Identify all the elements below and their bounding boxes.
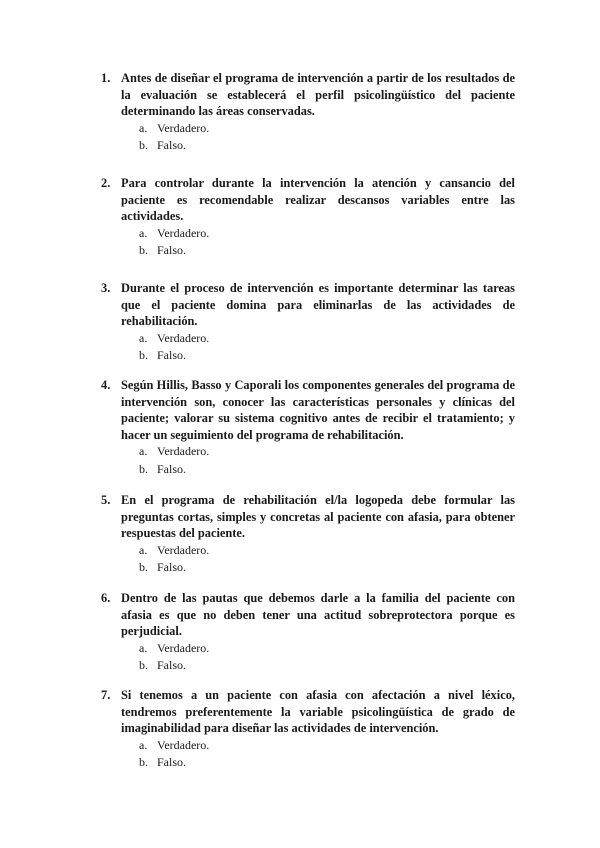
answer-options — [139, 737, 515, 772]
option-letter: b. — [139, 348, 148, 362]
answer-options — [139, 640, 515, 675]
question-text: Durante el proceso de intervención es importante determinar las tareas que el paciente domina para eliminarlas de las actividades de rehabilitación. — [121, 281, 515, 328]
answer-option-a — [139, 225, 515, 243]
answer-options — [139, 120, 515, 155]
option-text: Falso. — [157, 243, 187, 257]
answer-option-b — [139, 657, 515, 675]
option-letter: a. — [139, 640, 148, 655]
answer-option-b — [139, 461, 515, 479]
question-5 — [101, 492, 515, 577]
option-text: Falso. — [157, 560, 187, 574]
option-text: Verdadero. — [157, 444, 210, 458]
answer-option-a — [139, 443, 515, 461]
option-text: Falso. — [157, 348, 187, 362]
option-letter: a. — [139, 542, 148, 557]
answer-option-b — [139, 754, 515, 772]
answer-option-b — [139, 559, 515, 577]
answer-options — [139, 443, 515, 478]
question-text: En el programa de rehabilitación el/la logopeda debe formular las preguntas cortas, simples y concretas al paciente con afasia, para obtener respuestas del paciente. — [121, 493, 515, 540]
option-text: Verdadero. — [157, 737, 210, 752]
answer-option-a — [139, 330, 515, 348]
option-text: Falso. — [157, 461, 187, 476]
option-letter: a. — [139, 225, 148, 240]
question-number: 2. — [101, 176, 111, 190]
option-letter: a. — [139, 330, 148, 345]
question-number: 3. — [101, 281, 111, 295]
answer-option-a — [139, 120, 515, 138]
option-letter: b. — [139, 658, 148, 672]
option-text: Verdadero. — [157, 120, 210, 135]
question-text: Para controlar durante la intervención la atención y cansancio del paciente es recomendable realizar descansos variables entre las actividades. — [121, 176, 515, 223]
answer-option-a — [139, 542, 515, 560]
question-number: 1. — [101, 71, 111, 85]
answer-options — [139, 330, 515, 365]
question-1 — [101, 70, 515, 155]
answer-option-b — [139, 137, 515, 155]
option-text: Falso. — [157, 658, 187, 672]
question-7 — [101, 687, 515, 772]
option-text: Falso. — [157, 755, 187, 769]
question-text: Si tenemos a un paciente con afasia con afectación a nivel léxico, tendremos preferentemente la variable psicolingüística de grado de imaginabilidad para diseñar las actividades de intervención. — [121, 688, 515, 735]
question-number: 4. — [101, 378, 111, 392]
option-letter: b. — [139, 138, 148, 152]
question-6 — [101, 590, 515, 675]
question-2 — [101, 175, 515, 260]
option-letter: b. — [139, 243, 148, 257]
answer-options — [139, 542, 515, 577]
question-text: Dentro de las pautas que debemos darle a la familia del paciente con afasia es que no deben tener una actitud sobreprotectora porque es perjudicial. — [121, 591, 515, 638]
option-letter: a. — [139, 444, 148, 458]
option-text: Verdadero. — [157, 542, 210, 557]
option-text: Verdadero. — [157, 640, 210, 655]
answer-options — [139, 225, 515, 260]
option-letter: b. — [139, 560, 148, 574]
option-text: Verdadero. — [157, 225, 210, 240]
question-4 — [101, 377, 515, 478]
question-text: Antes de diseñar el programa de intervención a partir de los resultados de la evaluación se establecerá el perfil psicolingüístico del paciente determinando las áreas conservadas. — [121, 71, 515, 118]
option-letter: a. — [139, 120, 148, 135]
question-number: 7. — [101, 688, 111, 702]
answer-option-a — [139, 737, 515, 755]
question-3 — [101, 280, 515, 365]
question-number: 5. — [101, 493, 111, 507]
answer-option-a — [139, 640, 515, 658]
option-text: Verdadero. — [157, 330, 210, 345]
option-letter: b. — [139, 461, 148, 476]
answer-option-b — [139, 242, 515, 260]
option-letter: a. — [139, 737, 148, 752]
option-letter: b. — [139, 755, 148, 769]
option-text: Falso. — [157, 138, 187, 152]
question-number: 6. — [101, 591, 111, 605]
answer-option-b — [139, 347, 515, 365]
question-text: Según Hillis, Basso y Caporali los componentes generales del programa de intervención son, conocer las características personales y clínicas del paciente; valorar su sistema cognitivo antes de recibir el tratamiento; y hacer un seguimiento del programa de rehabilitación. — [121, 378, 515, 442]
